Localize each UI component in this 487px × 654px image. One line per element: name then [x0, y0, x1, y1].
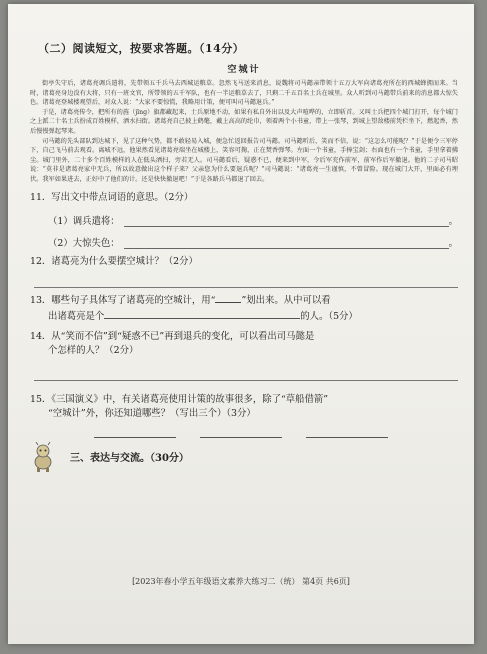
- passage-paragraph: 于是，诸葛亮传令，把所有的旌（jīng）旗都藏起来，士兵原地不动，如果有私自外出以及大声喧哗的，立即斩首。又叫士兵把四个城门打开，每个城门之上派二十名士兵扮成百姓模样，洒水扫街。诸葛亮自己披上鹤氅，戴上高高的纶巾，领着两个小书童，带上一张琴，到城上望敌楼前凭栏坐下，燃起香，然后慢慢弹起琴来。: [30, 108, 458, 135]
- question-11-2: （2）大惊失色： 。: [48, 235, 458, 249]
- question-11-1: （1）调兵遣将： 。: [48, 213, 458, 227]
- question-11-1-label: （1）调兵遣将：: [48, 215, 120, 227]
- exam-page: [8, 4, 474, 644]
- mascot-icon: [30, 442, 56, 472]
- answer-blank[interactable]: [104, 318, 300, 319]
- question-13-fill: 出诸葛亮是个 的人。（5分）: [48, 310, 358, 322]
- answer-line[interactable]: [124, 238, 449, 249]
- question-12: 12．诸葛亮为什么要摆空城计？（2分）: [30, 255, 198, 267]
- answer-blank[interactable]: [306, 427, 388, 438]
- answer-line[interactable]: [124, 216, 449, 227]
- page-content: [30, 40, 458, 472]
- question-11-2-label: （2）大惊失色：: [48, 237, 120, 249]
- question-13: 13．哪些句子具体写了诸葛亮的空城计，用“ ”划出来。从中可以看: [30, 294, 331, 306]
- answer-blank[interactable]: [200, 427, 282, 438]
- passage: [30, 79, 458, 185]
- passage-title: 空城计: [227, 65, 261, 75]
- page-footer: [2023年春小学五年级语文素养大练习二（统） 第4页 共6页]: [132, 577, 350, 586]
- answer-line[interactable]: [34, 366, 458, 381]
- answer-blanks: [94, 427, 458, 438]
- section-3-heading: 三、表达与交流。（30分）: [70, 453, 189, 465]
- answer-blank[interactable]: [94, 427, 176, 438]
- underline-mark: [215, 302, 241, 303]
- question-15: 15．《三国演义》中，有关诸葛亮使用计策的故事很多，除了“草船借箭” “空城计”外，你还知道哪些？（写出三个）（3分）: [30, 393, 329, 419]
- passage-paragraph: 街亭失守后，诸葛亮调兵遣将，先带领五千兵马去西城运粮草。忽然飞马送来消息，说魏将司马懿亲带领十五万大军向诸葛亮所在的西城蜂拥而来。当时，诸葛亮身边没有大将，只有一班文官，所带领的五千军队，也有一半运粮草去了，只剩二千五百名士兵在城里。众人听到司马懿带兵前来的消息都大惊失色。诸葛亮登城楼观望后，对众人说：“大家不要惊慌，我略用计策，便可叫司马懿退兵。”: [30, 80, 458, 107]
- passage-paragraph: 司马懿的先头部队到达城下，见了这种气势，都不敢轻易入城，便急忙返回报告司马懿。司马懿听后，笑而不信，说：“这怎么可能呢？”于是便令三军停下，自己飞马前去观看。离城不远，他果然看见诸葛亮端坐在城楼上，笑容可掬，正在焚香弹琴。左面一个书童，手捧宝剑；右面也有一个书童，手里拿着拂尘。城门里外，二十多个百姓模样的人在低头洒扫，旁若无人。司马懿看后，疑惑不已，便来到中军，令后军充作前军，前军作后军撤退。他的二子司马昭说：“莫非是诸葛亮家中无兵，所以故意做出这个样子来？父亲您为什么要退兵呢？”司马懿说：“诸葛亮一生谨慎，不曾冒险。现在城门大开，里面必有埋伏。我军如果进去，正好中了他们的计。还是快快撤退吧！”于是各路兵马都退了回去。: [30, 137, 458, 183]
- answer-line[interactable]: [34, 273, 458, 288]
- section-3: [30, 442, 458, 472]
- question-11: 11．写出文中带点词语的意思。（2分）: [30, 191, 194, 203]
- section-heading: （二）阅读短文，按要求答题。（14分）: [38, 42, 245, 55]
- question-14: 14．从“笑而不信”到“疑惑不已”再到退兵的变化，可以看出司马懿是 个怎样的人？（2分）: [30, 330, 315, 356]
